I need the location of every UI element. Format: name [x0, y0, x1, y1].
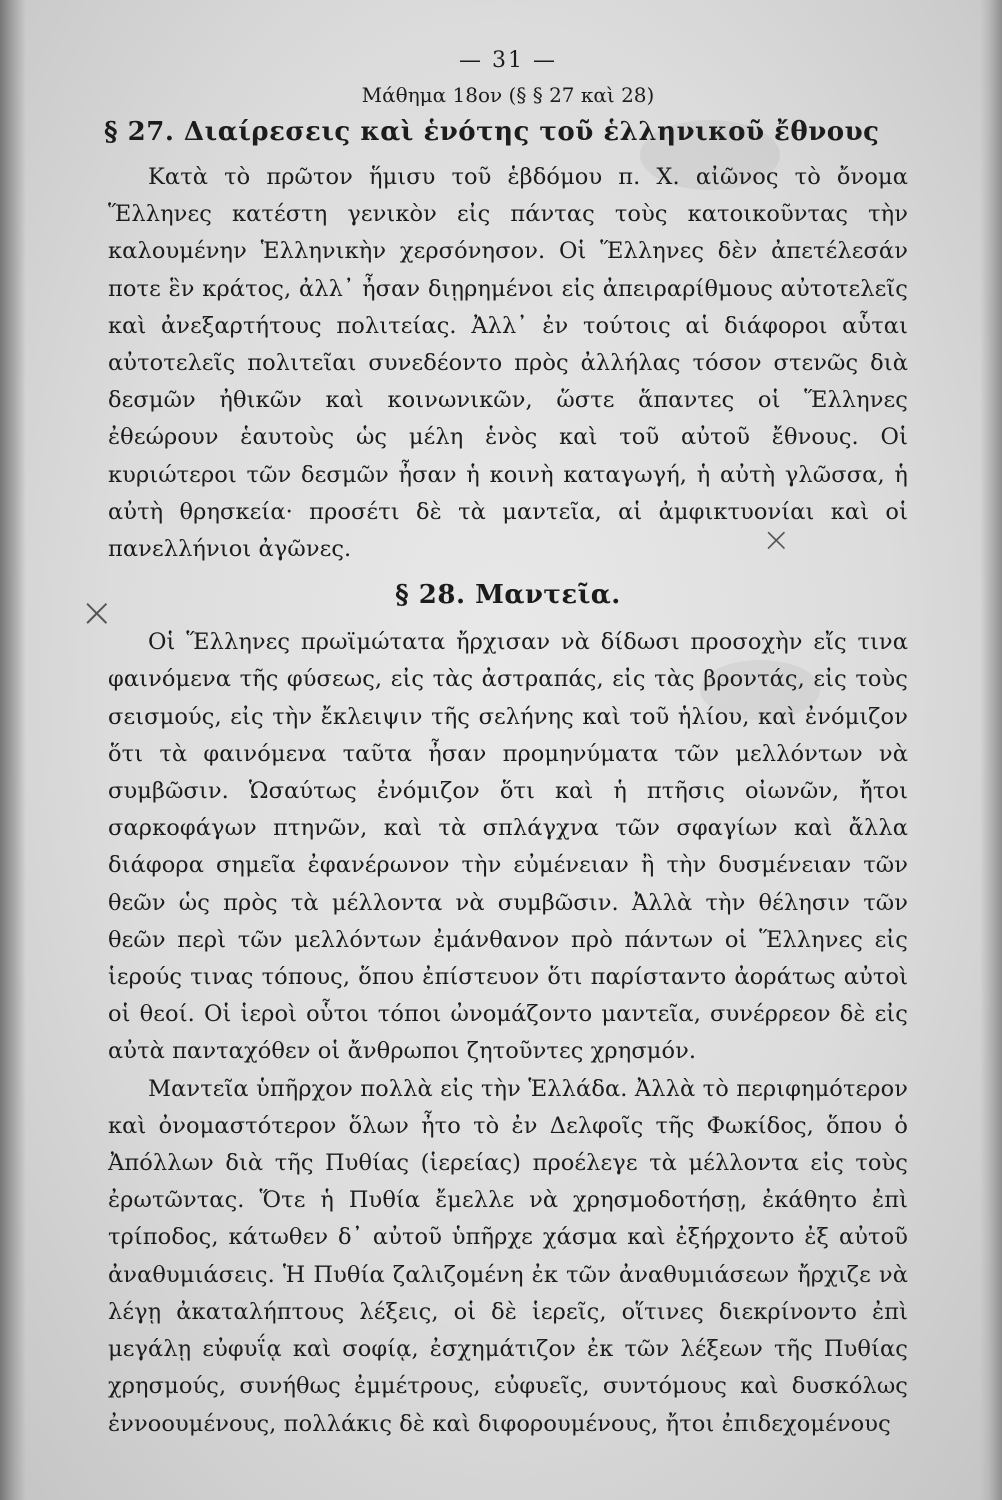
page-edge-shadow [980, 0, 1002, 1500]
section-28-paragraph-1: Οἱ Ἕλληνες πρωϊμώτατα ἤρχισαν νὰ δίδωσι προσοχὴν εἴς τινα φαινόμενα τῆς φύσεως, εἰς τὰς ἀστραπάς, εἰς τὰς βροντάς, εἰς τοὺς σεισμούς, εἰς τὴν ἔκλειψιν τῆς σελήνης καὶ τοῦ ἡλίου, καὶ ἐνόμιζον ὅτι τὰ φαινόμενα ταῦτα ἦσαν προμηνύματα τῶν μελλόντων νὰ συμβῶσιν. Ὡσαύτως ἐνόμιζον ὅτι καὶ ἡ πτῆσις οἰωνῶν, ἤτοι σαρκοφάγων πτηνῶν, καὶ τὰ σπλάγχνα τῶν σφαγίων καὶ ἄλλα διάφορα σημεῖα ἐφανέρωνον τὴν εὐμένειαν ἢ τὴν δυσμένειαν τῶν θεῶν ὡς πρὸς τὰ μέλλοντα νὰ συμβῶσιν. Ἀλλὰ τὴν θέλησιν τῶν θεῶν περὶ τῶν μελλόντων ἐμάνθανον πρὸ πάντων οἱ Ἕλληνες εἰς ἱερούς τινας τόπους, ὅπου ἐπίστευον ὅτι παρίσταντο ἀοράτως αὐτοὶ οἱ θεοί. Οἱ ἱεροὶ οὗτοι τόποι ὠνομάζοντο μαντεῖα, συνέρρεον δὲ εἰς αὐτὰ πανταχόθεν οἱ ἄνθρωποι ζητοῦντες χρησμόν. [108, 629, 908, 1065]
section-28-paragraph-2: Μαντεῖα ὑπῆρχον πολλὰ εἰς τὴν Ἑλλάδα. Ἀλλὰ τὸ περιφημότερον καὶ ὀνομαστότερον ὅλων ἦτο τὸ ἐν Δελφοῖς τῆς Φωκίδος, ὅπου ὁ Ἀπόλλων διὰ τῆς Πυθίας (ἱερείας) προέλεγε τὰ μέλλοντα εἰς τοὺς ἐρωτῶντας. Ὅτε ἡ Πυθία ἔμελλε νὰ χρησμοδοτήσῃ, ἐκάθητο ἐπὶ τρίποδος, κάτωθεν δ᾽ αὐτοῦ ὑπῆρχε χάσμα καὶ ἐξήρχοντο ἐξ αὐτοῦ ἀναθυμιάσεις. Ἡ Πυθία ζαλιζομένη ἐκ τῶν ἀναθυμιάσεων ἤρχιζε νὰ λέγῃ ἀκαταλήπτους λέξεις, οἱ δὲ ἱερεῖς, οἵτινες διεκρίνοντο ἐπὶ μεγάλῃ εὐφυΐᾳ καὶ σοφίᾳ, ἐσχημάτιζον ἐκ τῶν λέξεων τῆς Πυθίας χρησμούς, συνήθως ἐμμέτρους, εὐφυεῖς, συντόμους καὶ δυσκόλως ἐννοουμένους, πολλάκις δὲ καὶ διφορουμένους, ἤτοι ἐπιδεχομένους [108, 1075, 908, 1437]
section-28-title: § 28. Μαντεῖα. [395, 580, 621, 611]
margin-x-mark: × [762, 520, 791, 560]
book-page [104, 48, 908, 1468]
margin-x-mark: × [80, 590, 114, 636]
section-27-paragraph: Κατὰ τὸ πρῶτον ἥμισυ τοῦ ἑβδόμου π. Χ. αἰῶνος τὸ ὄνομα Ἕλληνες κατέστη γενικὸν εἰς πάντας τοὺς κατοικοῦντας τὴν καλουμένην Ἑλληνικὴν χερσόνησον. Οἱ Ἕλληνες δὲν ἀπετέλεσάν ποτε ἓν κράτος, ἀλλ᾽ ἦσαν διῃρημένοι εἰς ἀπειραρίθμους αὐτοτελεῖς καὶ ἀνεξαρτήτους πολιτείας. Ἀλλ᾽ ἐν τούτοις αἱ διάφοροι αὗται αὐτοτελεῖς πολιτεῖαι συνεδέοντο πρὸς ἀλλήλας τόσον στενῶς διὰ δεσμῶν ἠθικῶν καὶ κοινωνικῶν, ὥστε ἅπαντες οἱ Ἕλληνες ἐθεώρουν ἑαυτοὺς ὡς μέλη ἑνὸς καὶ τοῦ αὐτοῦ ἔθνους. Οἱ κυριώτεροι τῶν δεσμῶν ἦσαν ἡ κοινὴ καταγωγή, ἡ αὐτὴ γλῶσσα, ἡ αὐτὴ θρησκεία· προσέτι δὲ τὰ μαντεῖα, αἱ ἀμφικτυονίαι καὶ οἱ πανελλήνιοι ἀγῶνες. [108, 164, 908, 563]
section-27-title: § 27. Διαίρεσεις καὶ ἑνότης τοῦ ἑλληνικοῦ ἔθνους [104, 117, 880, 147]
page-binding-shadow [0, 0, 26, 1500]
lesson-header: Μάθημα 18ον (§ § 27 καὶ 28) [361, 83, 655, 107]
page-number: — 31 — [459, 48, 557, 73]
